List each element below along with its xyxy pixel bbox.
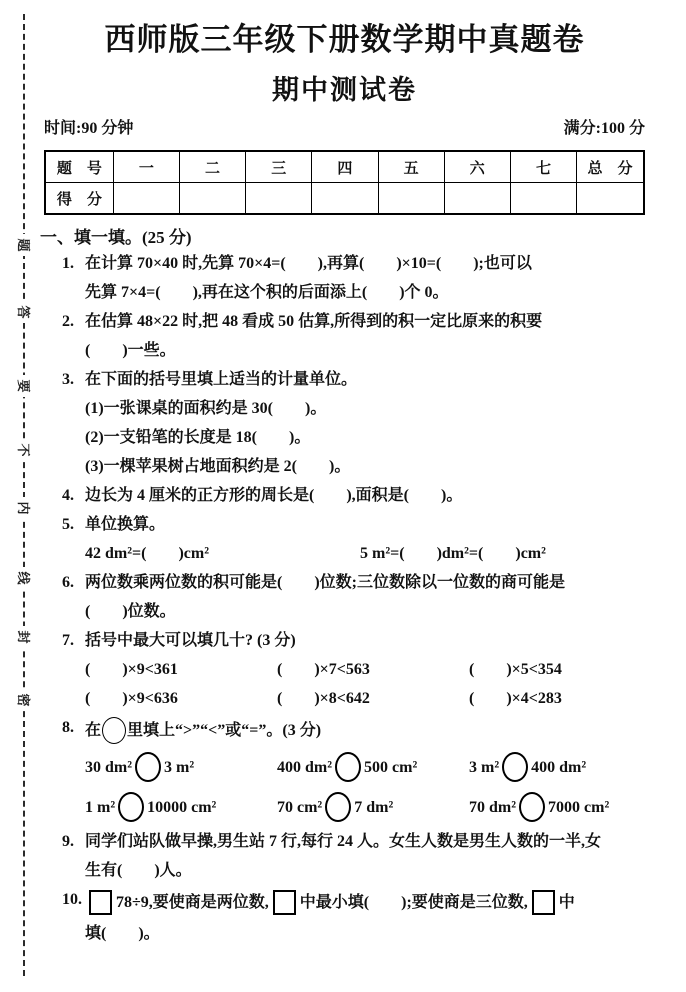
score-input-cell	[312, 183, 378, 215]
question-8-row-1	[85, 747, 645, 787]
full-score-label: 满分:100 分	[563, 120, 645, 137]
inequality-item: ( )×5<354	[469, 661, 562, 678]
seal-char: 密	[14, 689, 32, 711]
question-2	[44, 307, 645, 365]
question-number: 5.	[62, 516, 74, 533]
seal-char: 题	[14, 234, 32, 256]
conversion-item: 5 m²=( )dm²=( )cm²	[360, 545, 546, 562]
comparison-item	[277, 752, 469, 782]
inequality-item: ( )×7<563	[277, 661, 370, 678]
exam-info-row	[44, 118, 645, 140]
question-6-line-1: 两位数乘两位数的积可能是( )位数;三位数除以一位数的商可能是	[85, 574, 565, 591]
time-label: 时间:90 分钟	[44, 120, 134, 137]
question-5	[44, 510, 645, 568]
question-number: 8.	[62, 719, 74, 736]
comparison-item	[469, 792, 645, 822]
question-number: 1.	[62, 255, 74, 272]
question-8-line-1	[85, 713, 645, 747]
score-table-cell: 四	[312, 151, 378, 183]
seal-char: 不	[14, 439, 32, 461]
question-8-suffix: 里填上“>”“<”或“=”。(3 分)	[127, 721, 322, 739]
seal-dashed-line	[23, 14, 25, 976]
question-2-line-2: ( )一些。	[85, 342, 176, 359]
comparison-item	[85, 792, 277, 822]
blank-circle-icon	[325, 792, 351, 822]
question-9-line-2: 生有( )人。	[85, 862, 192, 879]
question-1-line-1: 在计算 70×40 时,先算 70×4=( ),再算( )×10=( );也可以	[85, 255, 532, 272]
blank-box-icon	[532, 890, 555, 915]
question-10-seg-2: 中最小填( );要使商是三位数,	[299, 893, 528, 911]
comparison-left: 400 dm²	[277, 758, 333, 776]
inequality-item: ( )×9<636	[85, 690, 178, 707]
question-number: 3.	[62, 371, 74, 388]
question-9-line-1: 同学们站队做早操,男生站 7 行,每行 24 人。女生人数是男生人数的一半,女	[85, 833, 602, 850]
question-10	[44, 885, 645, 948]
score-table	[44, 150, 645, 215]
score-input-cell	[246, 183, 312, 215]
comparison-right: 10000 cm²	[147, 798, 217, 816]
score-input-cell	[378, 183, 444, 215]
blank-box-icon	[273, 890, 296, 915]
question-number: 10.	[62, 891, 82, 908]
question-6	[44, 568, 645, 626]
score-input-cell	[510, 183, 576, 215]
question-1	[44, 249, 645, 307]
score-table-cell: 题 号	[45, 151, 113, 183]
question-7-row-1	[85, 655, 645, 684]
question-8	[44, 713, 645, 827]
score-table-cell: 七	[510, 151, 576, 183]
score-table-cell: 三	[246, 151, 312, 183]
seal-char: 内	[14, 497, 32, 519]
blank-circle-icon	[102, 717, 126, 744]
question-7-line-1: 括号中最大可以填几十? (3 分)	[85, 632, 296, 649]
comparison-item	[85, 752, 277, 782]
question-4-line-1: 边长为 4 厘米的正方形的周长是( ),面积是( )。	[85, 487, 463, 504]
question-5-line-1: 单位换算。	[85, 516, 166, 533]
blank-box-icon	[89, 890, 112, 915]
question-number: 2.	[62, 313, 74, 330]
question-6-line-2: ( )位数。	[85, 603, 176, 620]
seal-char: 答	[14, 301, 32, 323]
score-table-score-row	[45, 183, 644, 215]
question-10-line-2: 填( )。	[85, 925, 160, 942]
score-table-cell: 六	[444, 151, 510, 183]
question-1-line-2: 先算 7×4=( ),再在这个积的后面添上( )个 0。	[85, 284, 449, 301]
score-input-cell	[179, 183, 245, 215]
question-8-prefix: 在	[85, 721, 102, 739]
seal-char: 线	[14, 567, 32, 589]
section-1-title: 一、填一填。(25 分)	[40, 228, 192, 247]
question-7-row-2	[85, 684, 645, 713]
comparison-right: 7000 cm²	[548, 798, 610, 816]
question-3-sub-3: (3)一棵苹果树占地面积约是 2( )。	[85, 458, 351, 475]
score-table-cell: 总 分	[577, 151, 644, 183]
blank-circle-icon	[502, 752, 528, 782]
comparison-right: 7 dm²	[354, 798, 394, 816]
question-4	[44, 481, 645, 510]
seal-char: 要	[14, 375, 32, 397]
question-3-sub-1: (1)一张课桌的面积约是 30( )。	[85, 400, 327, 417]
score-input-cell	[113, 183, 179, 215]
comparison-item	[469, 752, 645, 782]
score-input-cell	[444, 183, 510, 215]
inequality-item: ( )×4<283	[469, 690, 562, 707]
comparison-left: 70 dm²	[469, 798, 517, 816]
comparison-right: 400 dm²	[531, 758, 587, 776]
page-title: 西师版三年级下册数学期中真题卷	[104, 22, 585, 57]
comparison-item	[277, 792, 469, 822]
comparison-right: 500 cm²	[364, 758, 418, 776]
question-number: 9.	[62, 833, 74, 850]
question-3-sub-2: (2)一支铅笔的长度是 18( )。	[85, 429, 311, 446]
question-3	[44, 365, 645, 481]
blank-circle-icon	[519, 792, 545, 822]
score-table-cell: 得 分	[45, 183, 113, 215]
comparison-left: 3 m²	[469, 758, 500, 776]
question-10-seg-3: 中	[558, 893, 575, 911]
score-table-cell: 二	[179, 151, 245, 183]
comparison-left: 1 m²	[85, 798, 116, 816]
inequality-item: ( )×8<642	[277, 690, 370, 707]
blank-circle-icon	[118, 792, 144, 822]
blank-circle-icon	[335, 752, 361, 782]
conversion-item: 42 dm²=( )cm²	[85, 545, 210, 562]
exam-page	[40, 14, 645, 948]
question-10-seg-1: 78÷9,要使商是两位数,	[116, 893, 269, 911]
question-number: 6.	[62, 574, 74, 591]
question-10-line-1	[85, 885, 645, 919]
question-7	[44, 626, 645, 713]
blank-circle-icon	[135, 752, 161, 782]
seal-char: 封	[14, 626, 32, 648]
question-number: 4.	[62, 487, 74, 504]
comparison-left: 70 cm²	[277, 798, 323, 816]
inequality-item: ( )×9<361	[85, 661, 178, 678]
page-subtitle: 期中测试卷	[272, 75, 417, 105]
comparison-right: 3 m²	[164, 758, 195, 776]
question-3-line-1: 在下面的括号里填上适当的计量单位。	[85, 371, 358, 388]
question-8-row-2	[85, 787, 645, 827]
score-table-header-row	[45, 151, 644, 183]
comparison-left: 30 dm²	[85, 758, 133, 776]
score-table-cell: 一	[113, 151, 179, 183]
question-5-conversions	[85, 539, 645, 568]
score-table-cell: 五	[378, 151, 444, 183]
question-9	[44, 827, 645, 885]
score-input-cell	[577, 183, 644, 215]
question-number: 7.	[62, 632, 74, 649]
question-2-line-1: 在估算 48×22 时,把 48 看成 50 估算,所得到的积一定比原来的积要	[85, 313, 543, 330]
